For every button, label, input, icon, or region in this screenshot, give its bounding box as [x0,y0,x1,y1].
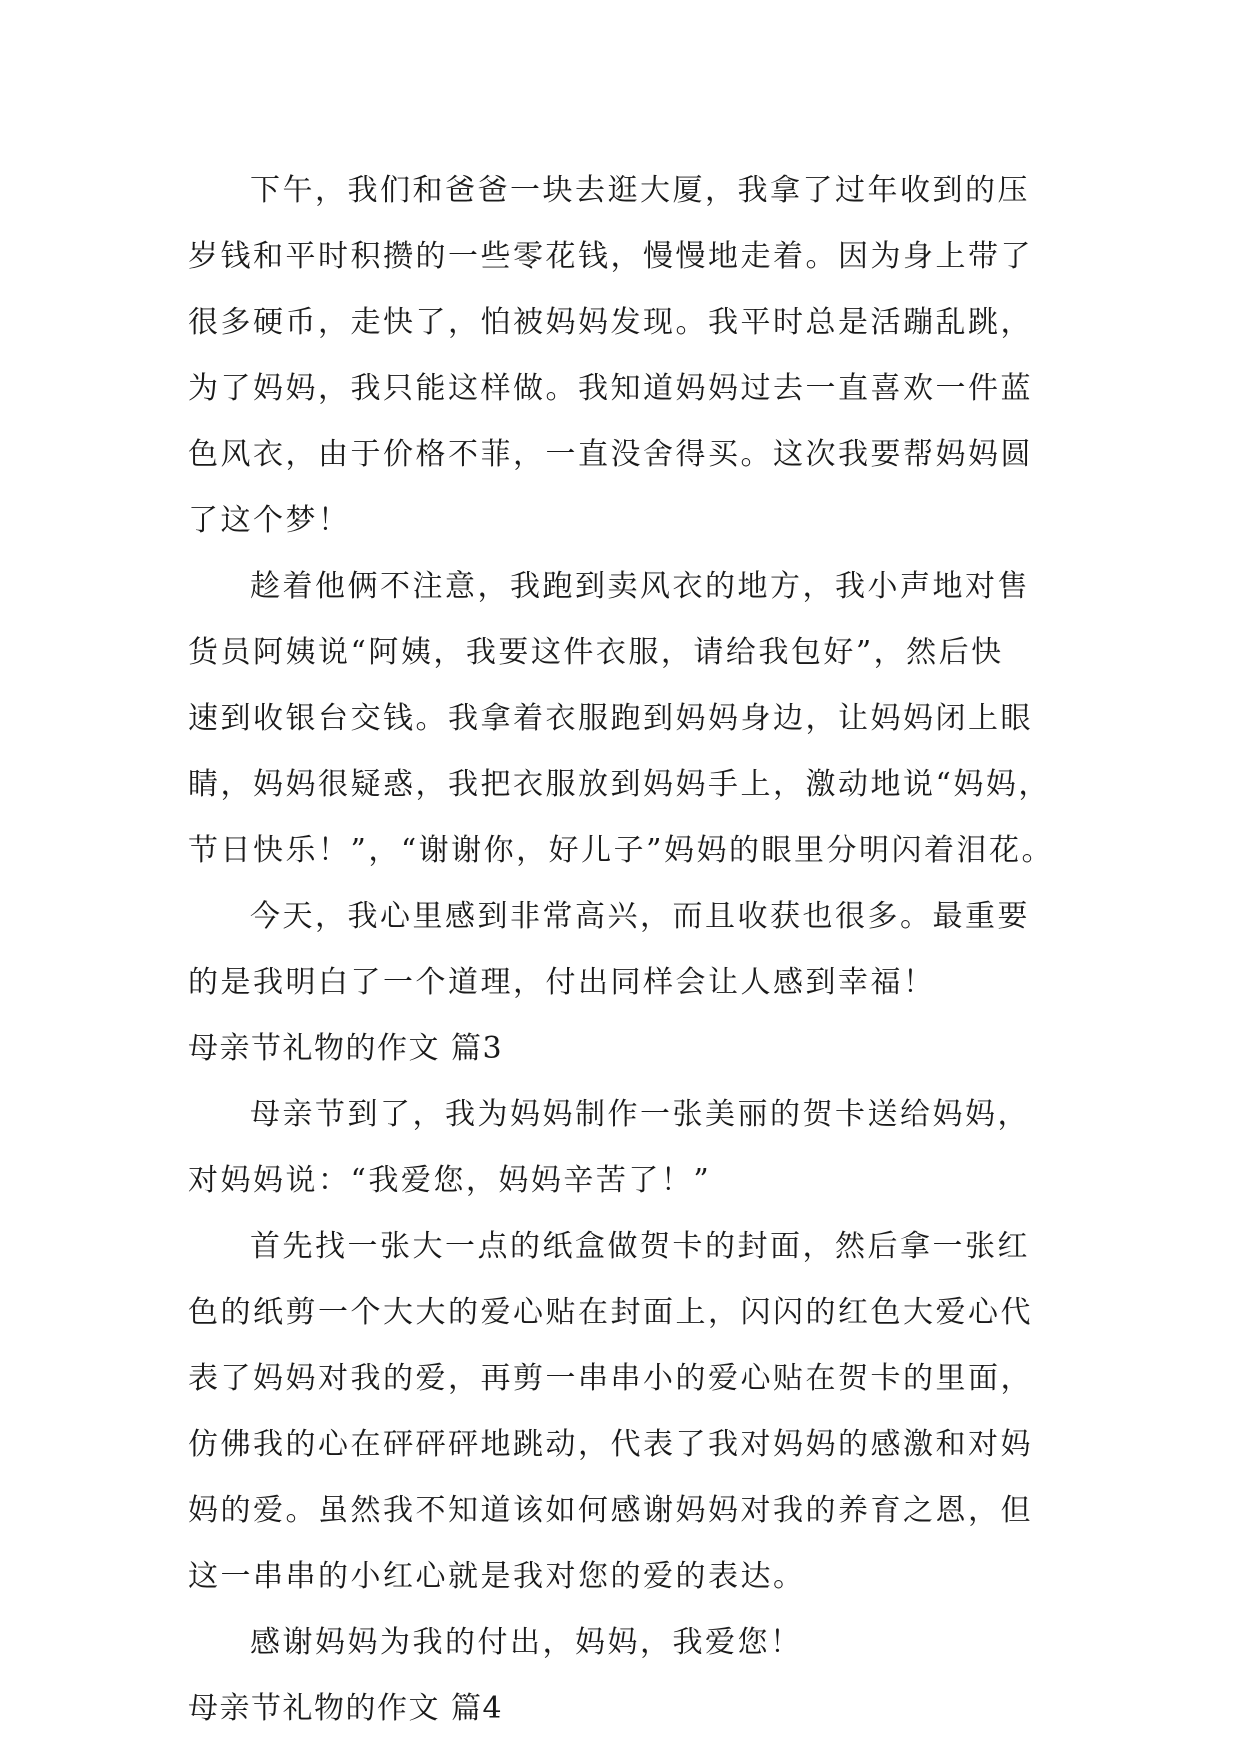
text-line: 速到收银台交钱。我拿着衣服跑到妈妈身边，让妈妈闭上眼 [188,701,1033,736]
text-line: 对妈妈说：“我爱您，妈妈辛苦了！” [188,1163,712,1198]
text-line: 母亲节到了，我为妈妈制作一张美丽的贺卡送给妈妈， [250,1097,1030,1132]
text-line: 岁钱和平时积攒的一些零花钱，慢慢地走着。因为身上带了 [188,239,1033,274]
article-body [188,158,1068,1742]
text-line: 色风衣，由于价格不菲，一直没舍得买。这次我要帮妈妈圆 [188,437,1033,472]
text-line: 感谢妈妈为我的付出，妈妈，我爱您！ [250,1625,803,1660]
section-heading: 母亲节礼物的作文 篇3 [188,1031,504,1066]
text-line: 色的纸剪一个大大的爱心贴在封面上，闪闪的红色大爱心代 [188,1295,1033,1330]
section-heading: 母亲节礼物的作文 篇4 [188,1691,504,1726]
text-line: 这一串串的小红心就是我对您的爱的表达。 [188,1559,806,1594]
text-line: 了这个梦！ [188,503,351,538]
text-line: 妈的爱。虽然我不知道该如何感谢妈妈对我的养育之恩，但 [188,1493,1033,1528]
text-line: 今天，我心里感到非常高兴，而且收获也很多。最重要 [250,899,1030,934]
text-line: 节日快乐！”，“谢谢你，好儿子”妈妈的眼里分明闪着泪花。 [188,833,1055,868]
text-line: 睛，妈妈很疑惑，我把衣服放到妈妈手上，激动地说“妈妈， [188,767,1051,802]
text-line: 很多硬币，走快了，怕被妈妈发现。我平时总是活蹦乱跳， [188,305,1033,340]
text-line: 的是我明白了一个道理，付出同样会让人感到幸福！ [188,965,936,1000]
text-line: 为了妈妈，我只能这样做。我知道妈妈过去一直喜欢一件蓝 [188,371,1033,406]
text-line: 货员阿姨说“阿姨，我要这件衣服，请给我包好”，然后快 [188,635,1004,670]
text-line: 下午，我们和爸爸一块去逛大厦，我拿了过年收到的压 [250,173,1030,208]
text-line: 首先找一张大一点的纸盒做贺卡的封面，然后拿一张红 [250,1229,1030,1264]
text-line: 仿佛我的心在砰砰砰地跳动，代表了我对妈妈的感激和对妈 [188,1427,1033,1462]
text-line: 趁着他俩不注意，我跑到卖风衣的地方，我小声地对售 [250,569,1030,604]
text-line: 表了妈妈对我的爱，再剪一串串小的爱心贴在贺卡的里面， [188,1361,1033,1396]
